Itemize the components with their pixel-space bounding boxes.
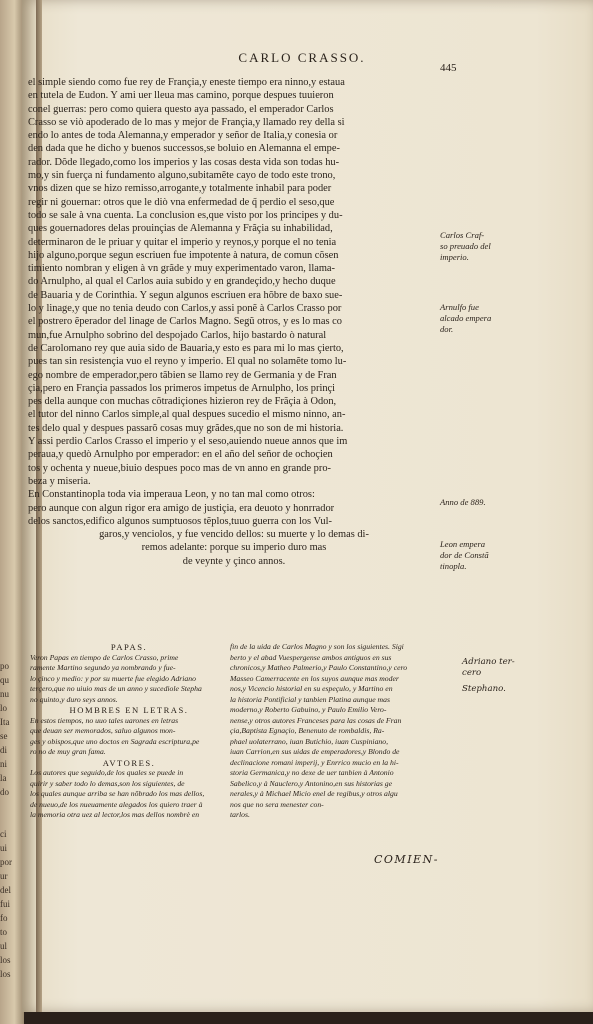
papas-text bbox=[30, 653, 228, 706]
hombres-line: ro no de muy gran fama. bbox=[30, 747, 106, 756]
left-page-fragment: di bbox=[0, 745, 8, 755]
margin-note-line: Anno de 889. bbox=[440, 497, 486, 507]
text-line: pues tan sin resistençia vuo el reyno y imperio. El qual no solamẽte tomo lu- bbox=[28, 356, 347, 368]
autores-line: de nueuo,de los nueuamente alegados los quiero traer à bbox=[30, 799, 203, 809]
autores-continuation-line: berto y el abad Vuespergense ambos antiguos en sus bbox=[230, 652, 392, 662]
text-line: ego nombre de emperador,pero tãbien se llamo rey de Germania y de Fran bbox=[28, 369, 337, 381]
autores-continuation-line: phael uolaterrano, iuan Butichio, iuan Cuspiniano, bbox=[230, 736, 389, 746]
autores-continuation-line: Sabelico,y à Nauclero,y Antonino,en sus historias ge bbox=[230, 778, 393, 788]
text-line: tes delo qual y despues passarõ cosas muy grãdes,que no son de mi historia. bbox=[28, 422, 344, 434]
hombres-line: En estos tiempos, no uuo tales uarones en letras bbox=[30, 715, 179, 725]
autores-continuation-line: nense,y otros autores Franceses para las cosas de Fran bbox=[230, 715, 402, 725]
left-page-fragment: po bbox=[0, 661, 9, 671]
autores-continuation-line: fin de la uida de Carlos Magno y son los siguientes. Sigi bbox=[230, 642, 404, 651]
autores-line: los quales aunque arriba se han nõbrado los mas dellos, bbox=[30, 789, 205, 798]
left-page-fragment: ur bbox=[0, 871, 8, 881]
book-page bbox=[22, 0, 593, 1012]
autores-continuation-line: la historia Pontificial y tanbien Platina aunque mas bbox=[230, 694, 390, 704]
text-line: todo se sale à vna cuenta. La conclusion es,que visto por los principes y du- bbox=[28, 209, 343, 221]
autores-line: la memoria otra uez al lector,los mas dellos nombrè en bbox=[30, 810, 200, 819]
previous-page-edge bbox=[0, 0, 24, 1024]
margin-note-line: dor. bbox=[440, 324, 454, 334]
text-line: delos sanctos,edifico algunos sumptuosos tẽplos,tuuo guerra con los Vul- bbox=[28, 515, 332, 527]
margin-note bbox=[440, 539, 535, 572]
left-page-fragment: del bbox=[0, 885, 11, 895]
autores-continuation-line: nos que no sera menester con- bbox=[230, 799, 324, 809]
autores-continuation-line: moderno,y Roberto Gabuino, y Paulo Emilio Vero- bbox=[230, 705, 387, 714]
text-line: Crasso se viò apoderado de lo mas y mejor de Françia,y llamado rey della si bbox=[28, 116, 345, 128]
text-line: conel guerras: pero como quiera questo aya passado, el emperador Carlos bbox=[28, 103, 334, 115]
autores-line: Los autores que seguido,de los quales se puede in bbox=[30, 768, 184, 777]
text-line: vnos dizen que se hizo remisso,arrogante,y totalmente inhabil para poder bbox=[28, 183, 332, 195]
left-page-fragment: do bbox=[0, 787, 9, 797]
hombres-line: ges y obispos,que uno doctos en Sagrada escriptura,pe bbox=[30, 736, 200, 746]
text-line: el tutor del ninno Carlos simple,al qual despues sucedio el mismo ninno, an- bbox=[28, 409, 346, 421]
text-line: de Carolomano rey que auia sido de Bauaria,y esto es para mi lo mas çierto, bbox=[28, 342, 344, 354]
left-page-fragment: ul bbox=[0, 941, 8, 951]
text-line: el postrero ẽperador del linage de Carlos Magno. Segũ otros, y es lo mas co bbox=[28, 316, 342, 328]
margin-note-line: Arnulfo fue bbox=[440, 302, 479, 312]
left-page-fragment: qu bbox=[0, 675, 9, 685]
papas-line: terçero,que no uiuio mas de un anno y sucediole Stepha bbox=[30, 684, 202, 693]
text-line: garos,y venciolos, y fue vencido dellos: su muerte y lo demas di- bbox=[99, 529, 369, 541]
left-column-notes bbox=[30, 642, 228, 821]
left-page-fragment: fui bbox=[0, 899, 10, 909]
margin-note-stephano: Stephano. bbox=[462, 684, 506, 694]
margin-note-cero: cero bbox=[462, 668, 482, 678]
left-page-fragment: los bbox=[0, 969, 11, 979]
autores-text bbox=[30, 768, 228, 821]
text-line: peraua,y quedò Arnulpho por emperador: en el año del señor de ochoçien bbox=[28, 449, 333, 461]
autores-line: quirir y saber todo lo demas,son los siguientes, de bbox=[30, 778, 185, 788]
text-line: En Constantinopla toda via imperaua Leon, y no tan mal como otros: bbox=[28, 489, 315, 501]
autores-continuation-line: tarlos. bbox=[230, 810, 250, 819]
text-line: rador. Dõde llegado,como los imperios y las cosas desta vida son todas hu- bbox=[28, 156, 340, 168]
papas-line: no quinto,y duro seys annos. bbox=[30, 694, 118, 704]
text-line: beza y miseria. bbox=[28, 475, 91, 487]
autores-continuation-line: nerales,y à Michael Micio enel de regibus,y otros algu bbox=[230, 789, 398, 798]
margin-note-line: alcado empera bbox=[440, 313, 492, 323]
text-line: pero aunque con algun rigor era amigo de justiçia, era deuoto y honrrador bbox=[28, 502, 335, 514]
text-line: de veynte y çinco annos. bbox=[182, 555, 286, 567]
papas-line: ramente Martino segundo ya nombrando y fue- bbox=[30, 663, 176, 672]
text-line: timiento nombran y eligen à vn grãde y muy experimentado varon, llama- bbox=[28, 263, 336, 275]
text-line: mun,fue Arnulpho sobrino del despojado Carlos, hijo bastardo ò natural bbox=[28, 329, 327, 341]
margin-note bbox=[440, 230, 535, 263]
text-line: ques gouernadores delas prouinçias de Alemanna y Frãçia su inhabilidad, bbox=[28, 223, 333, 235]
margin-note-line: Leon empera bbox=[440, 539, 486, 549]
margin-note-line: dor de Constã bbox=[440, 550, 489, 560]
left-page-fragment: nu bbox=[0, 689, 9, 699]
left-page-fragment: se bbox=[0, 731, 8, 741]
autores-continuation-line: iuan Carrion,en sus uidas de emperadores,y Blondo de bbox=[230, 747, 400, 756]
text-line: Y assi perdio Carlos Crasso el imperio y el seso,auiendo nueue annos que im bbox=[28, 436, 348, 448]
text-line: do Arnulpho, al qual el Carlos auia subido y en grandeçido,y hecho duque bbox=[28, 276, 336, 288]
right-column-notes bbox=[230, 642, 462, 821]
text-line: pes della aunque con muchas cõtradiçiones hizieron rey de Frãçia à Odon, bbox=[28, 396, 337, 408]
text-line: de Bauaria y de Corinthia. Y segun algunos escriuen era hõbre de baxo sue- bbox=[28, 289, 343, 301]
running-title: CARLO CRASSO. bbox=[238, 50, 366, 65]
papas-line: Veron Papas en tiempo de Carlos Crasso, prime bbox=[30, 652, 179, 662]
text-line: determinaron de le priuar y quitar el imperio y reynos,y porque el no tenia bbox=[28, 236, 337, 248]
text-line: çia,pero en Françia passados los primeros impetus de Arnulpho, los prinçi bbox=[28, 382, 336, 394]
hombres-line: que deuan ser memorados, saluo algunos mon- bbox=[30, 726, 176, 735]
left-page-fragment: por bbox=[0, 857, 12, 867]
margin-note-line: tinopla. bbox=[440, 561, 467, 571]
autores-continuation-line: Masseo Camerracente en los suyos aunque mas moder bbox=[230, 673, 399, 683]
papas-line: lo çinco y medio: y por su muerte fue elegido Adriano bbox=[30, 673, 196, 683]
margin-note bbox=[440, 497, 535, 508]
left-page-fragment: ni bbox=[0, 759, 8, 769]
autores-continuation-line: çia,Baptista Egnaçio, Benenuto de rombaldis, Ra- bbox=[230, 726, 385, 735]
left-page-fragment: la bbox=[0, 773, 7, 783]
left-page-fragment: ui bbox=[0, 843, 8, 853]
text-line: hijo alguno,porque segun escriuen fue impotente à natura, de comun cõsen bbox=[28, 249, 339, 261]
papas-heading: PAPAS. bbox=[110, 642, 148, 652]
text-line: tos y ochenta y nueue,biuio despues poco mas de vn anno en grande pro- bbox=[28, 462, 331, 474]
margin-note-line: imperio. bbox=[440, 252, 469, 262]
text-line: remos adelante: porque su imperio duro mas bbox=[141, 542, 327, 554]
left-page-fragment: ci bbox=[0, 829, 7, 839]
text-line: mo,y sin fuerça ni fundamento alguno,subitamẽte cayo de todo este trono, bbox=[28, 170, 336, 182]
left-page-fragment: Ita bbox=[0, 717, 10, 727]
autores-continuation-line: declinacione romani imperij, y Enrrico mucio en la hi- bbox=[230, 757, 399, 767]
margin-note-adriano: Adriano ter- bbox=[462, 657, 515, 667]
text-line: regir ni gouernar: otros que le diò vna enfermedad de q̃ perdio el seso,que bbox=[28, 196, 335, 208]
hombres-text bbox=[30, 716, 228, 758]
text-line: lo y linage,y que no tenia deudo con Carlos,y assi ponẽ à Carlos Crasso por bbox=[28, 303, 342, 315]
text-line: en tutela de Eudon. Y ami uer lleua mas camino, porque despues tuuieron bbox=[28, 90, 334, 102]
autores-continuation-line: nos,y Vicencio historial en su espeçulo, y Martino en bbox=[230, 684, 393, 693]
margin-note bbox=[440, 302, 535, 335]
autores-continuation-line: storia Germanica,y no dexe de uer tanbien à Antonio bbox=[230, 768, 394, 777]
autores-heading: AVTORES. bbox=[102, 757, 156, 768]
page-number: 445 bbox=[440, 62, 457, 74]
left-page-fragment: to bbox=[0, 927, 8, 937]
margin-note-line: so preuado del bbox=[440, 241, 491, 251]
hombres-heading: HOMBRES EN LETRAS. bbox=[69, 705, 189, 715]
text-line: den dada que he dicho y buenos successos,se boluio en Alemanna el empe- bbox=[28, 143, 340, 155]
margin-note-line: Carlos Craf- bbox=[440, 230, 485, 240]
left-page-fragment: fo bbox=[0, 913, 8, 923]
catchword: COMIEN- bbox=[374, 853, 439, 866]
autores-continuation-line: chronicos,y Matheo Palmerio,y Paulo Constantino,y cero bbox=[230, 663, 408, 672]
text-line: endo lo antes de toda Alemanna,y emperador y señor de Italia,y conesia or bbox=[28, 130, 338, 142]
left-page-fragment: los bbox=[0, 955, 11, 965]
text-line: el simple siendo como fue rey de Françia,y eneste tiempo era ninno,y estaua bbox=[28, 77, 345, 88]
left-page-fragment: lo bbox=[0, 703, 8, 713]
main-text-block bbox=[28, 76, 440, 568]
